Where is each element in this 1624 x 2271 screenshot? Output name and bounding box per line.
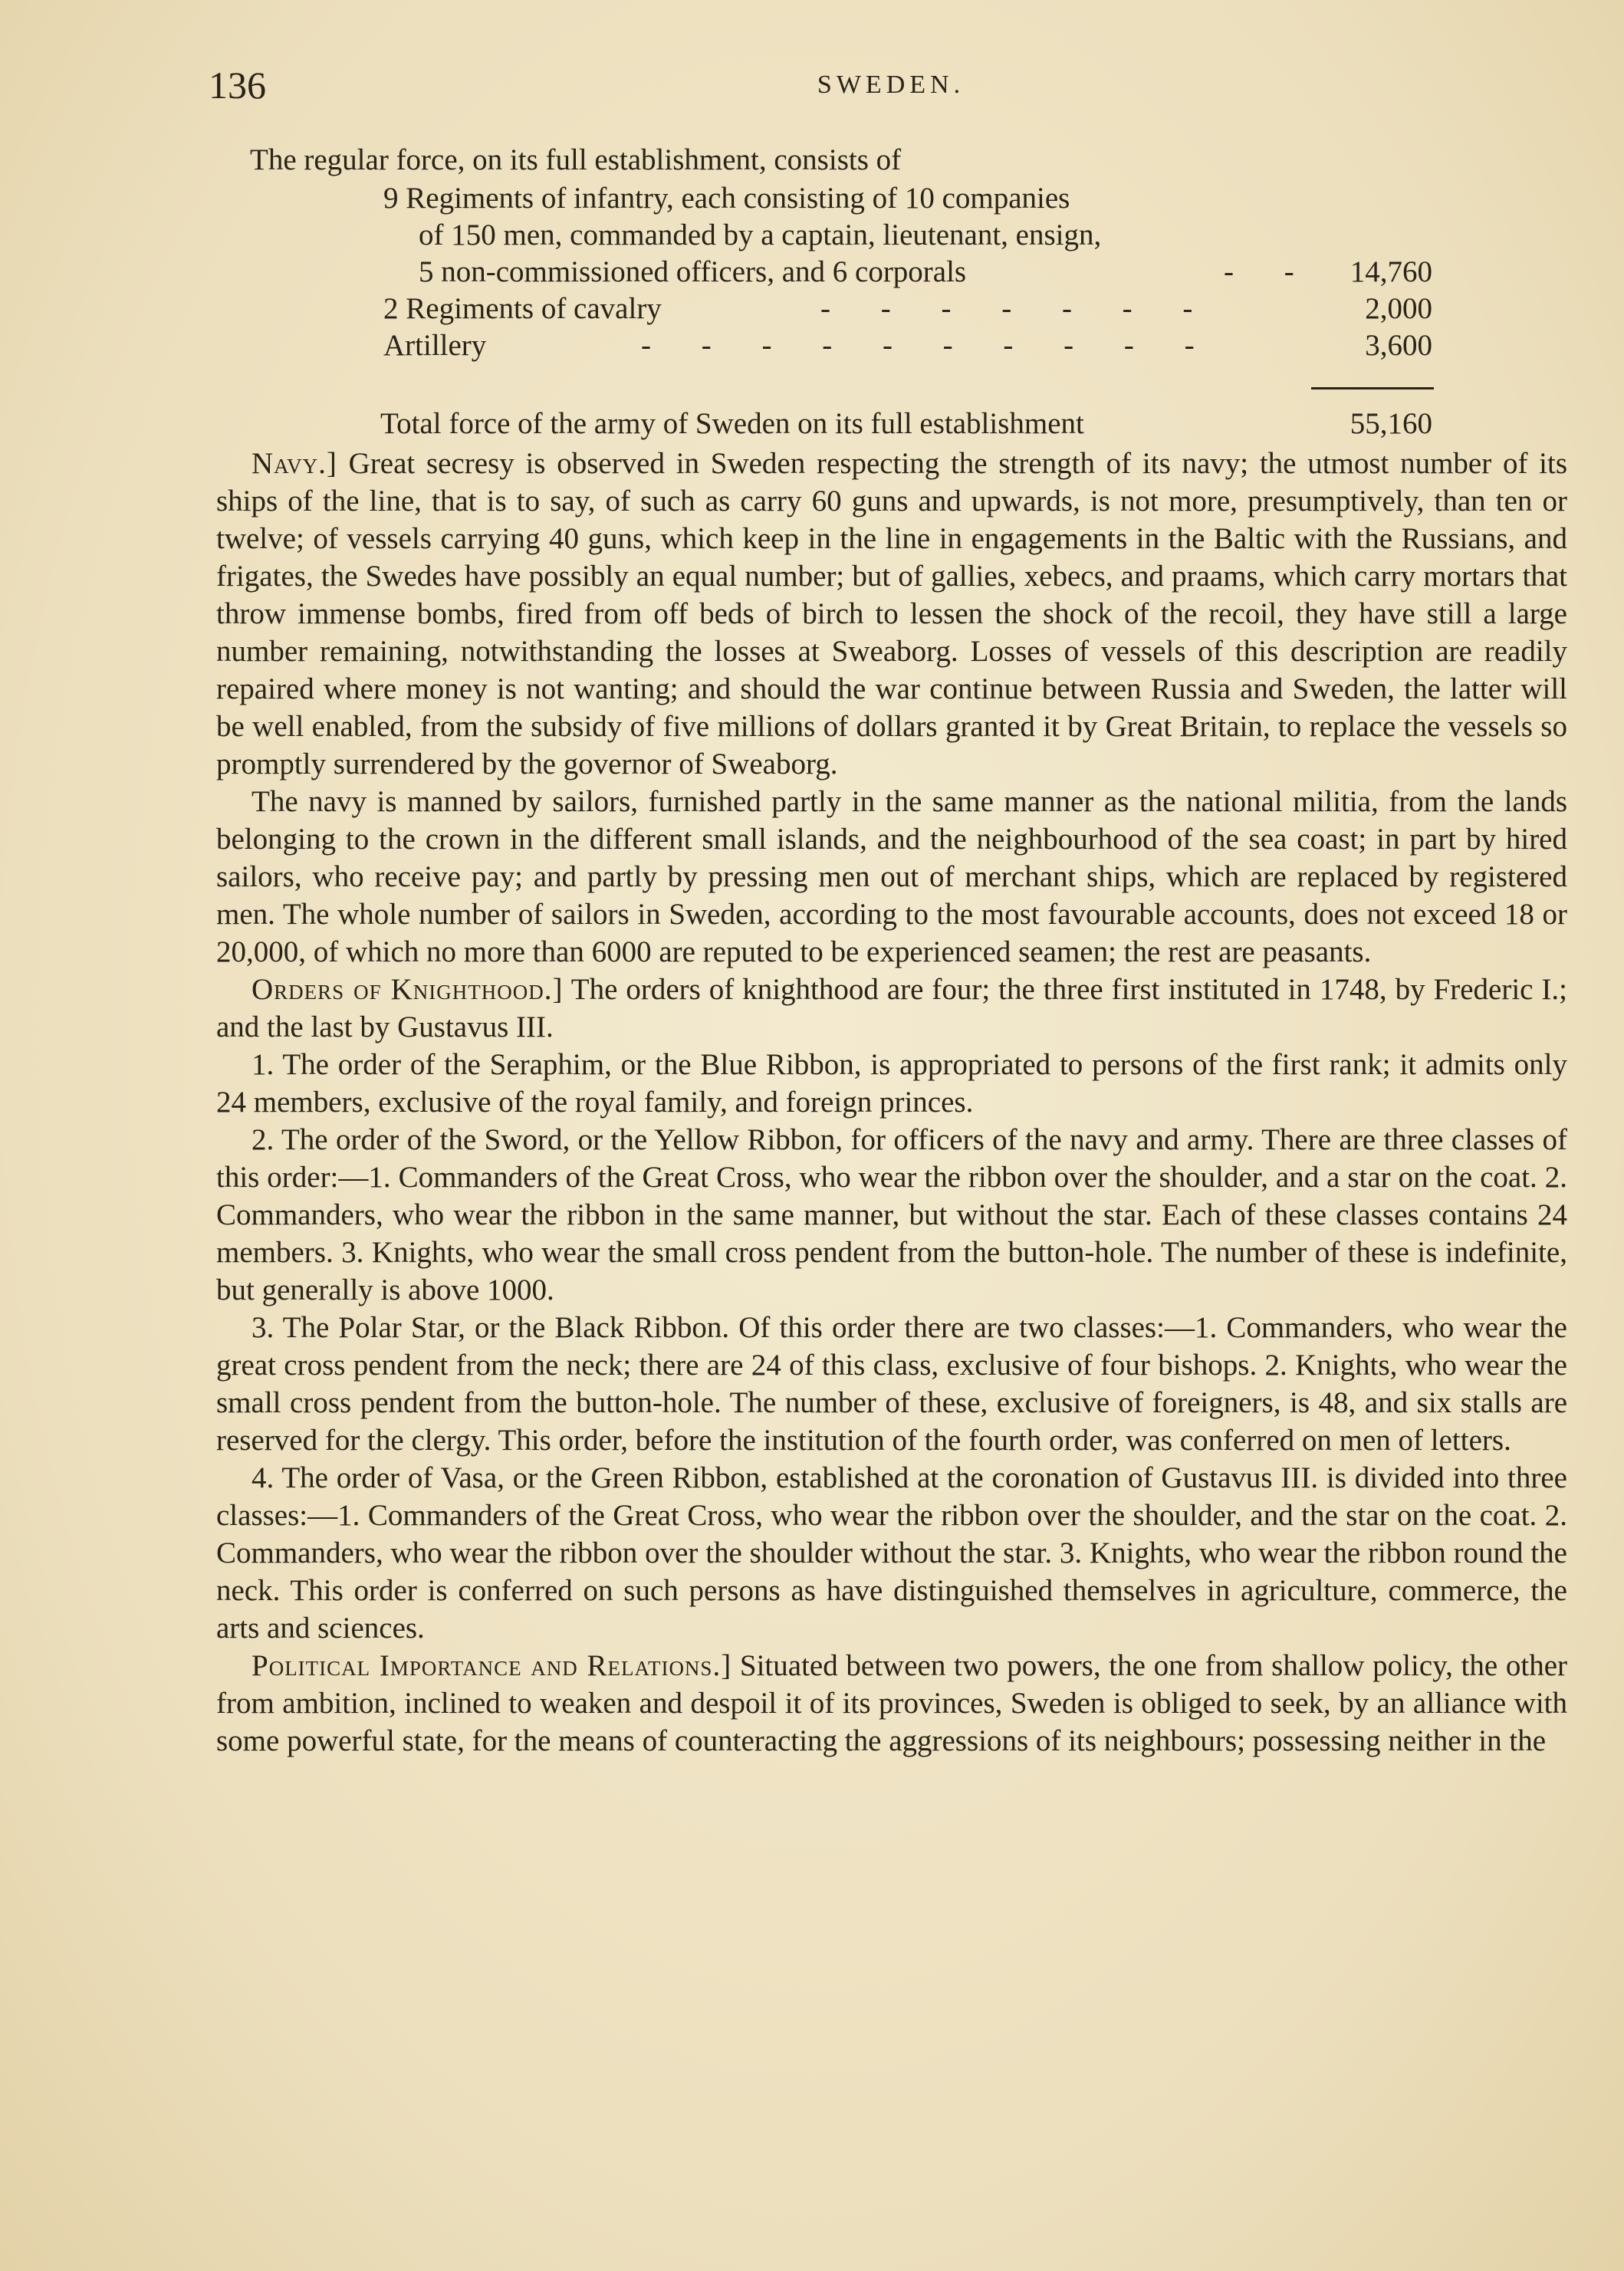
political-text: Situated between two powers, the one from shallow policy, the other from ambition, inclined to weaken and despoil it of its provinces, Sweden is obliged to seek, by an alliance with some powerful state, for the means of counteracting the aggressions of its neighbours; possessing neither in the	[216, 1649, 1568, 1757]
order-2-paragraph: 2. The order of the Sword, or the Yellow Ribbon, for officers of the navy and army. There are three classes of this order:—1. Commanders of the Great Cross, who wear the ribbon over the shoulder, and a star on the coat. 2. Commanders, who wear the ribbon in the same manner, but without the star. Each of these classes contains 24 members. 3. Knights, who wear the small cross pendent from the button-hole. The number of these is indefinite, but generally is above 1000.	[216, 1123, 1567, 1306]
cavalry-row	[383, 291, 1215, 326]
political-heading: Political Importance and Relations.]	[251, 1649, 732, 1682]
cavalry-count: 2,000	[1365, 292, 1432, 325]
infantry-line-2: of 150 men, commanded by a captain, lieutenant, ensign,	[419, 219, 1102, 251]
orders-intro: The orders of knighthood are four; the three first instituted in 1748, by Frederic I.; and the last by Gustavus III.	[216, 973, 1567, 1043]
page-number: 136	[209, 64, 266, 107]
running-head: SWEDEN.	[817, 71, 965, 99]
page-header	[209, 63, 1573, 109]
total-label: Total force of the army of Sweden on its full establishment	[380, 407, 1084, 440]
orders-paragraph	[216, 971, 1567, 1046]
navy-paragraph-1	[216, 445, 1567, 783]
leader-dots: - - - - - - - - - -	[641, 329, 1216, 362]
army-intro: The regular force, on its full establishment, consists of	[250, 143, 902, 176]
infantry-line-1: 9 Regiments of infantry, each consisting of 10 companies	[383, 182, 1070, 215]
cavalry-label: 2 Regiments of cavalry	[383, 292, 662, 325]
infantry-line-3	[419, 255, 1316, 289]
navy-heading: Navy.]	[251, 447, 337, 480]
political-paragraph	[216, 1647, 1567, 1760]
artillery-row	[383, 328, 1216, 363]
artillery-label: Artillery	[383, 329, 487, 362]
leader-dots: - - - - - - -	[820, 292, 1215, 325]
total-rule	[1311, 387, 1434, 389]
total-count: 55,160	[1349, 407, 1432, 440]
leader-dots: - -	[1224, 255, 1316, 288]
infantry-label: 5 non-commissioned officers, and 6 corporals	[419, 255, 967, 288]
order-3-paragraph: 3. The Polar Star, or the Black Ribbon. Of this order there are two classes:—1. Commanders, who wear the great cross pendent from the neck; there are 24 of this class, exclusive of four bishops. 2. Knights, who wear the small cross pendent from the button-hole. The number of these, exclusive of foreigners, is 48, and six stalls are reserved for the clergy. This order, before the institution of the fourth order, was conferred on men of letters.	[216, 1311, 1567, 1457]
order-1-paragraph: 1. The order of the Seraphim, or the Blue Ribbon, is appropriated to persons of the first rank; it admits only 24 members, exclusive of the royal family, and foreign princes.	[216, 1048, 1567, 1119]
body-text	[216, 445, 1567, 1760]
navy-paragraph-2: The navy is manned by sailors, furnished partly in the same manner as the national militia, from the lands belonging to the crown in the different small islands, and the neighbourhood of the sea coast; in part by hired sailors, who receive pay; and partly by pressing men out of merchant ships, which are replaced by registered men. The whole number of sailors in Sweden, according to the most favourable accounts, does not exceed 18 or 20,000, of which no more than 6000 are reputed to be experienced seamen; the rest are peasants.	[216, 785, 1567, 968]
orders-heading: Orders of Knighthood.]	[251, 973, 564, 1006]
navy-text-1: Great secresy is observed in Sweden respecting the strength of its navy; the utmost number of its ships of the line, that is to say, of such as carry 60 guns and upwards, is not more, presumptively, than ten or twelve; of vessels carrying 40 guns, which keep in the line in engagements in the Baltic with the Russians, and frigates, the Swedes have possibly an equal number; but of gallies, xebecs, and praams, which carry mortars that throw immense bombs, fired from off beds of birch to lessen the shock of the recoil, they have still a large number remaining, notwithstanding the losses at Sweaborg. Losses of vessels of this description are readily repaired where money is not wanting; and should the war continue between Russia and Sweden, the latter will be well enabled, from the subsidy of five millions of dollars granted it by Great Britain, to replace the vessels so promptly surrendered by the governor of Sweaborg.	[216, 447, 1568, 781]
order-4-paragraph: 4. The order of Vasa, or the Green Ribbon, established at the coronation of Gustavus III. is divided into three classes:—1. Commanders of the Great Cross, who wear the ribbon over the shoulder, and the star on the coat. 2. Commanders, who wear the ribbon over the shoulder without the star. 3. Knights, who wear the ribbon round the neck. This order is conferred on such persons as have distinguished themselves in agriculture, commerce, the arts and sciences.	[216, 1461, 1567, 1645]
artillery-count: 3,600	[1365, 329, 1432, 362]
infantry-count: 14,760	[1349, 255, 1432, 288]
